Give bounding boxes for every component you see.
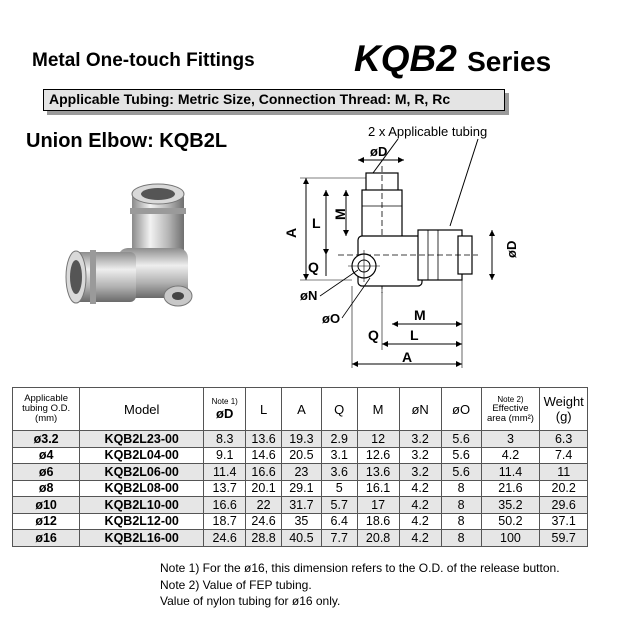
header-n: øN bbox=[399, 388, 441, 431]
cell-model: KQB2L12-00 bbox=[80, 513, 204, 530]
series-title bbox=[354, 38, 551, 80]
cell-o: 8 bbox=[441, 497, 481, 514]
cell-m: 18.6 bbox=[357, 513, 399, 530]
header-q: Q bbox=[321, 388, 357, 431]
cell-m: 12.6 bbox=[357, 447, 399, 464]
label-m-vertical: M bbox=[332, 208, 348, 220]
header-tubing-line1: Applicable bbox=[24, 393, 69, 404]
cell-model: KQB2L10-00 bbox=[80, 497, 204, 514]
label-o: øO bbox=[322, 311, 341, 326]
product-photo bbox=[60, 178, 225, 338]
cell-o: 8 bbox=[441, 513, 481, 530]
cell-n: 4.2 bbox=[399, 497, 441, 514]
cell-n: 4.2 bbox=[399, 530, 441, 547]
cell-d: 24.6 bbox=[204, 530, 246, 547]
cell-m: 13.6 bbox=[357, 464, 399, 481]
table-row bbox=[13, 480, 588, 497]
header-tubing-line2: tubing O.D. bbox=[22, 403, 71, 414]
label-a-horizontal: A bbox=[402, 349, 413, 365]
header-l: L bbox=[246, 388, 282, 431]
cell-d: 18.7 bbox=[204, 513, 246, 530]
cell-size: ø6 bbox=[13, 464, 80, 481]
table-body bbox=[13, 431, 588, 547]
label-a-vertical: A bbox=[283, 227, 299, 238]
cell-weight: 29.6 bbox=[540, 497, 588, 514]
cell-a: 20.5 bbox=[281, 447, 321, 464]
cell-a: 35 bbox=[281, 513, 321, 530]
cell-o: 8 bbox=[441, 480, 481, 497]
header-eff-note: Note 2) bbox=[497, 394, 524, 404]
label-q-horizontal: Q bbox=[368, 327, 379, 343]
cell-d: 8.3 bbox=[204, 431, 246, 448]
footnote-3: Value of nylon tubing for ø16 only. bbox=[160, 594, 341, 608]
header-eff-line1: Effective bbox=[492, 402, 529, 414]
label-m-horizontal: M bbox=[414, 307, 426, 323]
cell-weight: 59.7 bbox=[540, 530, 588, 547]
cell-q: 3.1 bbox=[321, 447, 357, 464]
header-effective-area bbox=[481, 388, 540, 431]
header-weight-line1: Weight bbox=[543, 394, 584, 409]
table-row bbox=[13, 447, 588, 464]
cell-n: 4.2 bbox=[399, 480, 441, 497]
specification-table bbox=[12, 387, 588, 547]
cell-d: 13.7 bbox=[204, 480, 246, 497]
table-row bbox=[13, 464, 588, 481]
label-l-horizontal: L bbox=[410, 327, 419, 343]
cell-eff: 11.4 bbox=[481, 464, 540, 481]
cell-q: 2.9 bbox=[321, 431, 357, 448]
label-d-right: øD bbox=[504, 240, 519, 258]
header-weight-line2: (g) bbox=[555, 409, 572, 424]
cell-l: 28.8 bbox=[246, 530, 282, 547]
cell-q: 5.7 bbox=[321, 497, 357, 514]
cell-q: 3.6 bbox=[321, 464, 357, 481]
series-suffix: Series bbox=[467, 46, 552, 77]
cell-size: ø3.2 bbox=[13, 431, 80, 448]
cell-m: 17 bbox=[357, 497, 399, 514]
header-eff-line2: area (mm²) bbox=[486, 412, 534, 424]
applicable-tubing-banner: Applicable Tubing: Metric Size, Connection Thread: M, R, Rc bbox=[43, 89, 505, 111]
cell-l: 14.6 bbox=[246, 447, 282, 464]
cell-eff: 21.6 bbox=[481, 480, 540, 497]
table-row bbox=[13, 513, 588, 530]
cell-a: 23 bbox=[281, 464, 321, 481]
series-name: KQB2 bbox=[354, 38, 457, 79]
cell-weight: 7.4 bbox=[540, 447, 588, 464]
cell-eff: 35.2 bbox=[481, 497, 540, 514]
cell-l: 22 bbox=[246, 497, 282, 514]
cell-model: KQB2L04-00 bbox=[80, 447, 204, 464]
cell-o: 5.6 bbox=[441, 431, 481, 448]
header-tubing-od bbox=[13, 388, 80, 431]
callout-applicable-tubing: 2 x Applicable tubing bbox=[368, 124, 488, 139]
cell-a: 40.5 bbox=[281, 530, 321, 547]
cell-o: 5.6 bbox=[441, 447, 481, 464]
cell-size: ø8 bbox=[13, 480, 80, 497]
header-o: øO bbox=[441, 388, 481, 431]
table-row bbox=[13, 530, 588, 547]
cell-eff: 50.2 bbox=[481, 513, 540, 530]
cell-eff: 4.2 bbox=[481, 447, 540, 464]
cell-l: 24.6 bbox=[246, 513, 282, 530]
cell-size: ø16 bbox=[13, 530, 80, 547]
cell-m: 16.1 bbox=[357, 480, 399, 497]
cell-model: KQB2L16-00 bbox=[80, 530, 204, 547]
header-weight bbox=[540, 388, 588, 431]
cell-n: 3.2 bbox=[399, 431, 441, 448]
header-d bbox=[204, 388, 246, 431]
cell-n: 3.2 bbox=[399, 447, 441, 464]
cell-q: 6.4 bbox=[321, 513, 357, 530]
cell-m: 12 bbox=[357, 431, 399, 448]
cell-d: 16.6 bbox=[204, 497, 246, 514]
cell-q: 7.7 bbox=[321, 530, 357, 547]
cell-model: KQB2L08-00 bbox=[80, 480, 204, 497]
cell-weight: 6.3 bbox=[540, 431, 588, 448]
header-a: A bbox=[281, 388, 321, 431]
cell-n: 3.2 bbox=[399, 464, 441, 481]
cell-a: 31.7 bbox=[281, 497, 321, 514]
cell-m: 20.8 bbox=[357, 530, 399, 547]
cell-weight: 11 bbox=[540, 464, 588, 481]
table-header-row bbox=[13, 388, 588, 431]
cell-a: 29.1 bbox=[281, 480, 321, 497]
cell-weight: 37.1 bbox=[540, 513, 588, 530]
cell-q: 5 bbox=[321, 480, 357, 497]
footnote-2: Note 2) Value of FEP tubing. bbox=[160, 577, 312, 592]
cell-a: 19.3 bbox=[281, 431, 321, 448]
cell-size: ø4 bbox=[13, 447, 80, 464]
cell-l: 13.6 bbox=[246, 431, 282, 448]
section-title: Union Elbow: KQB2L bbox=[26, 130, 228, 152]
label-q-vertical: Q bbox=[308, 259, 319, 275]
cell-size: ø12 bbox=[13, 513, 80, 530]
label-n: øN bbox=[300, 288, 318, 303]
footnotes bbox=[160, 560, 560, 610]
label-d-top: øD bbox=[370, 144, 388, 159]
cell-o: 8 bbox=[441, 530, 481, 547]
cell-model: KQB2L23-00 bbox=[80, 431, 204, 448]
table-row bbox=[13, 497, 588, 514]
cell-d: 9.1 bbox=[204, 447, 246, 464]
header-d-note: Note 1) bbox=[211, 397, 238, 406]
cell-l: 16.6 bbox=[246, 464, 282, 481]
header-d-label: øD bbox=[216, 406, 234, 421]
cell-eff: 3 bbox=[481, 431, 540, 448]
header-m: M bbox=[357, 388, 399, 431]
cell-eff: 100 bbox=[481, 530, 540, 547]
table-row bbox=[13, 431, 588, 448]
label-l-vertical: L bbox=[312, 215, 321, 231]
cell-size: ø10 bbox=[13, 497, 80, 514]
cell-o: 5.6 bbox=[441, 464, 481, 481]
dimension-drawing bbox=[278, 118, 528, 373]
cell-d: 11.4 bbox=[204, 464, 246, 481]
header-tubing-line3: (mm) bbox=[35, 413, 58, 424]
cell-model: KQB2L06-00 bbox=[80, 464, 204, 481]
cell-weight: 20.2 bbox=[540, 480, 588, 497]
header-model: Model bbox=[80, 388, 204, 431]
document-title: Metal One-touch Fittings bbox=[32, 50, 255, 71]
cell-l: 20.1 bbox=[246, 480, 282, 497]
footnote-1: Note 1) For the ø16, this dimension refers to the O.D. of the release button. bbox=[160, 561, 560, 575]
cell-n: 4.2 bbox=[399, 513, 441, 530]
